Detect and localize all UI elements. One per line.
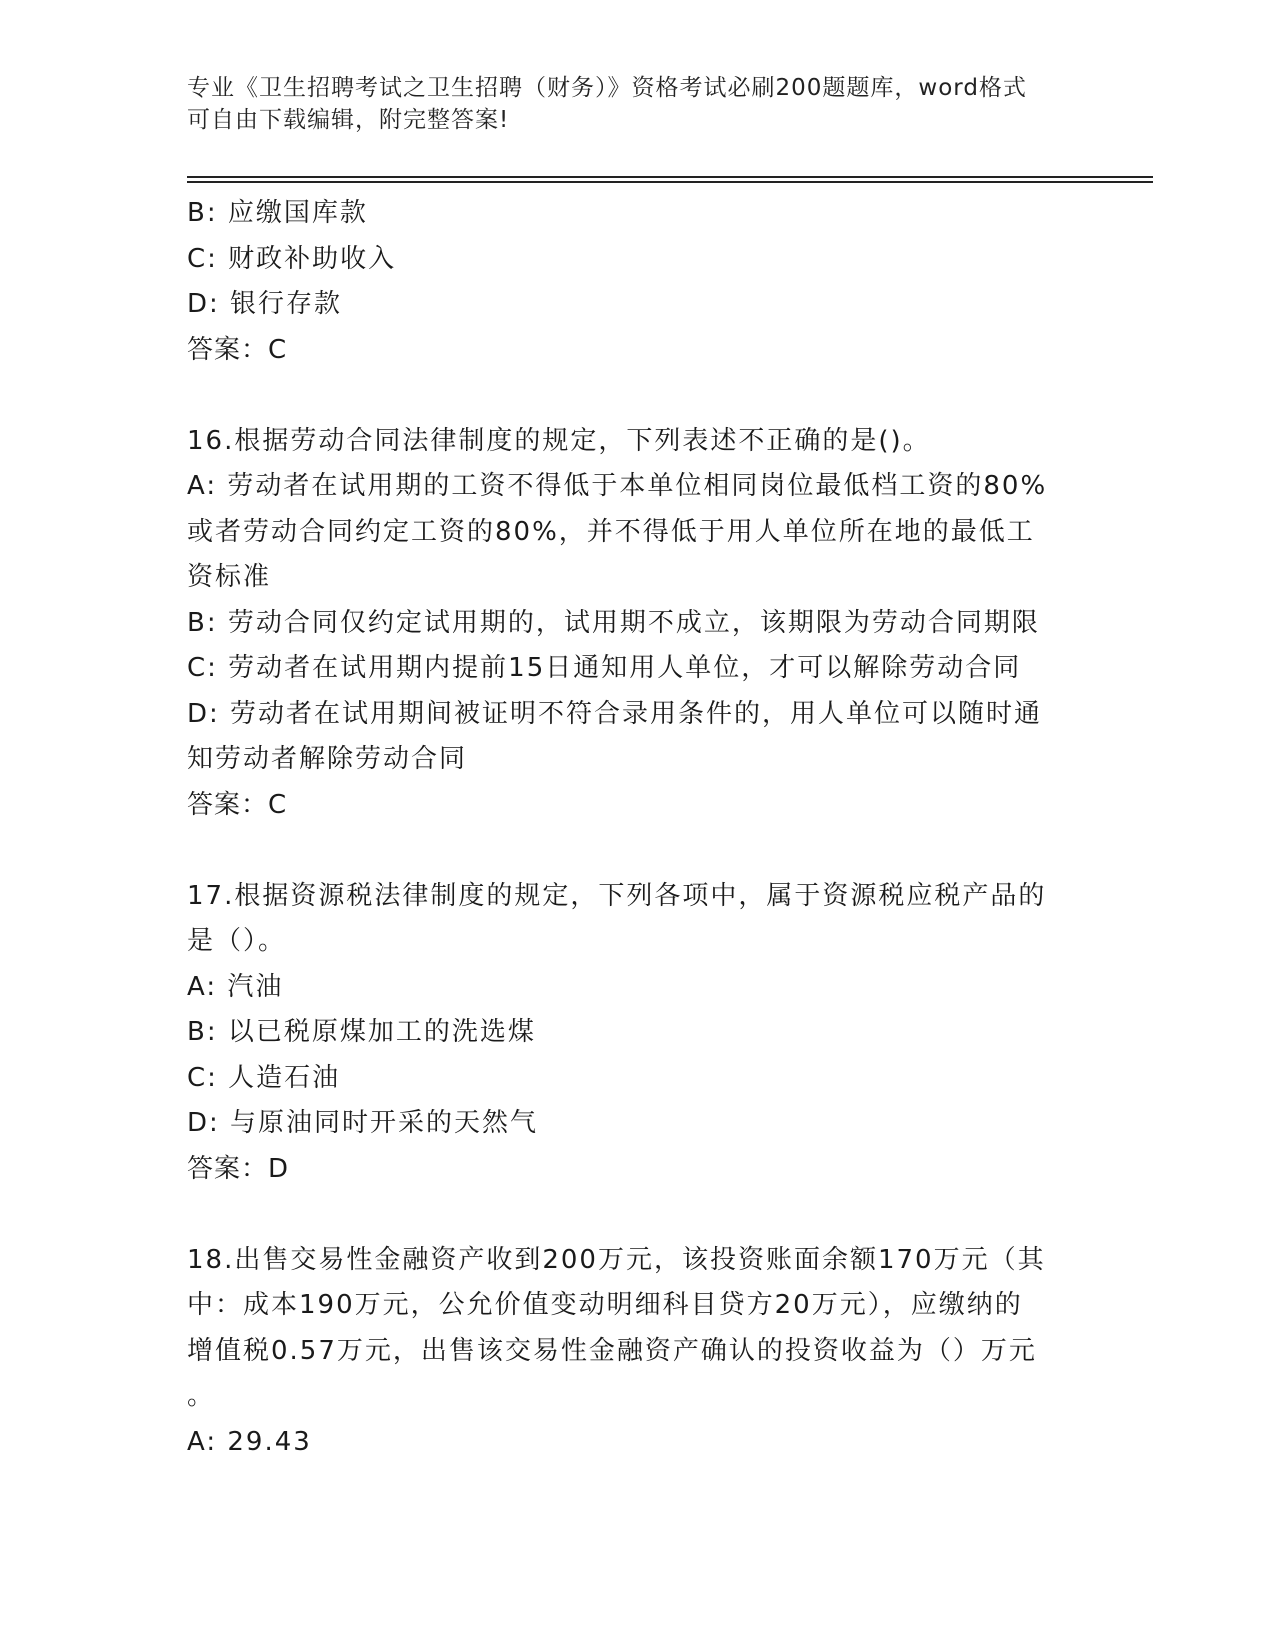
question-stem-line-2: 是（）。 <box>187 926 287 956</box>
question-stem-line-3: 增值税0.57万元，出售该交易性金融资产确认的投资收益为（）万元 <box>187 1335 1037 1366</box>
question-stem-line-4: 。 <box>187 1381 216 1411</box>
answer-line: 答案：C <box>187 334 288 365</box>
question-stem-line-2: 中：成本190万元，公允价值变动明细科目贷方20万元），应缴纳的 <box>187 1290 1023 1320</box>
option-c: C: 劳动者在试用期内提前15日通知用人单位，才可以解除劳动合同 <box>187 653 1022 683</box>
option-b: B: 劳动合同仅约定试用期的，试用期不成立，该期限为劳动合同期限 <box>187 607 1040 638</box>
header-rule-top <box>187 176 1153 178</box>
option-a-line-3: 资标准 <box>187 562 272 592</box>
option-a: A: 汽油 <box>187 971 284 1002</box>
document-header <box>187 72 1087 136</box>
option-b: B: 以已税原煤加工的洗选煤 <box>187 1017 536 1047</box>
option-d: D: 银行存款 <box>187 289 343 319</box>
option-c: C: 财政补助收入 <box>187 243 397 274</box>
question-stem: 16.根据劳动合同法律制度的规定，下列表述不正确的是()。 <box>187 425 931 456</box>
question-15 <box>187 191 1087 373</box>
question-16 <box>187 419 1087 829</box>
question-18 <box>187 1238 1087 1466</box>
header-line-2: 可自由下载编辑，附完整答案! <box>187 107 510 133</box>
spacer <box>187 373 1087 419</box>
option-a-line-1: A: 劳动者在试用期的工资不得低于本单位相同岗位最低档工资的80% <box>187 471 1048 501</box>
option-a-line-2: 或者劳动合同约定工资的80%，并不得低于用人单位所在地的最低工 <box>187 516 1035 547</box>
answer-line: 答案：C <box>187 789 288 820</box>
question-17 <box>187 874 1087 1193</box>
question-stem-line-1: 18.出售交易性金融资产收到200万元，该投资账面余额170万元（其 <box>187 1244 1046 1275</box>
spacer <box>187 1192 1087 1238</box>
question-stem-line-1: 17.根据资源税法律制度的规定，下列各项中，属于资源税应税产品的 <box>187 880 1047 911</box>
option-d-line-2: 知劳动者解除劳动合同 <box>187 744 468 774</box>
option-a: A: 29.43 <box>187 1426 312 1457</box>
spacer <box>187 828 1087 874</box>
question-list <box>187 191 1087 1465</box>
answer-line: 答案：D <box>187 1153 290 1184</box>
option-b: B: 应缴国库款 <box>187 198 368 228</box>
option-c: C: 人造石油 <box>187 1062 341 1093</box>
header-line-1: 专业《卫生招聘考试之卫生招聘（财务）》资格考试必刷200题题库，word格式 <box>187 75 1027 101</box>
header-rule-bottom <box>187 181 1153 183</box>
option-d: D: 与原油同时开采的天然气 <box>187 1108 539 1138</box>
option-d-line-1: D: 劳动者在试用期间被证明不符合录用条件的，用人单位可以随时通 <box>187 698 1043 729</box>
